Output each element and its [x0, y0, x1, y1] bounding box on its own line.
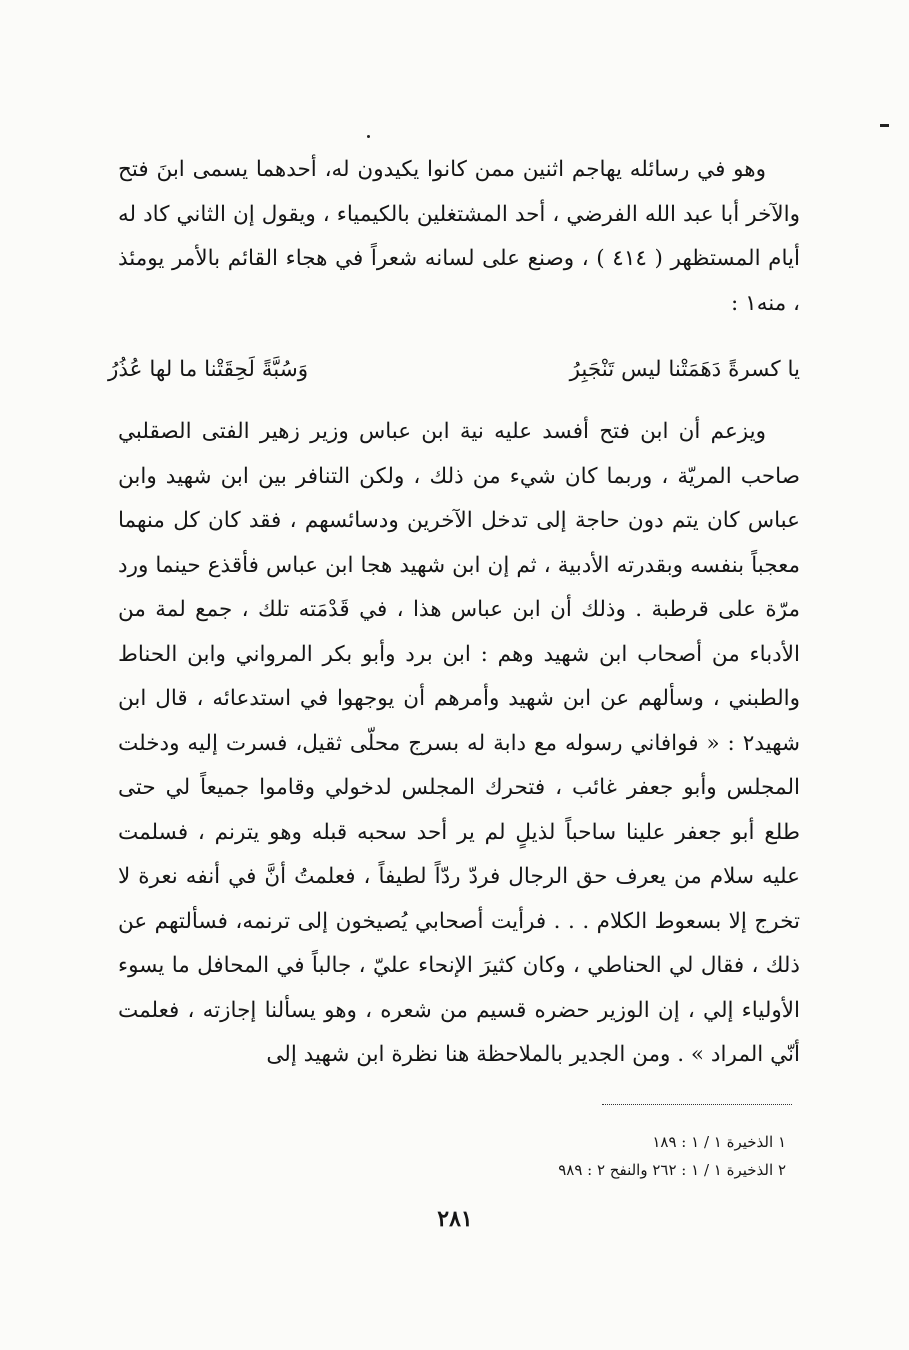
paragraph-2-text: ويزعم أن ابن فتح أفسد عليه نية ابن عباس وزير زهير الفتى الصقلبي صاحب المريّة ، وربما كان شيء من ذلك ، ولكن التنافر بين ابن شهيد وابن عباس كان يتم دون حاجة إلى تدخل الآخرين ودسائسهم ، فقد كان كل منهما معجباً بنفسه وبقدرته الأدبية ، ثم إن ابن شهيد هجا ابن عباس فأقذع حينما ورد مرّة على قرطبة . وذلك أن ابن عباس هذا ، في قَدْمَته تلك ، جمع لمة من الأدباء من أصحاب ابن شهيد وهم : ابن برد وأبو بكر المرواني وابن الحناط والطبني ، وسألهم عن ابن شهيد وأمرهم أن يوجهوا في استدعائه ، قال ابن شهيد٢ : « فوافاني رسوله مع دابة له بسرج محلّى ثقيل، فسرت إليه ودخلت المجلس وأبو جعفر غائب ، فتحرك المجلس لدخولي وقاموا جميعاً لي حتى طلع أبو جعفر علينا ساحباً لذيلٍ لم ير أحد سحبه قبله وهو يترنم ، فسلمت عليه سلام من يعرف حق الرجال فردّ ردّاً لطيفاً ، فعلمتُ أنَّ في أنفه نعرة لا تخرج إلا بسعوط الكلام . . . فرأيت أصحابي يُصيخون إلى ترنمه، فسألتهم عن ذلك ، فقال لي الحناطي ، وكان كثيرَ الإنحاء عليّ ، جالباً في المحافل ما يسوء الأولياء إلي ، إن الوزير حضره قسيم من شعره ، وهو يسألنا إجازته ، فعلمت أنّي المراد » . ومن الجدير بالملاحظة هنا نظرة ابن شهيد إلى: [118, 419, 800, 1067]
footnotes: [406, 1128, 786, 1184]
footnote-2: ٢ الذخيرة ١ / ١ : ٢٦٢ والنفح ٢ : ٩٨٩: [558, 1161, 786, 1179]
footnote-separator: [602, 1104, 792, 1105]
page-number: ٢٨١: [437, 1206, 473, 1232]
paragraph-1: [118, 148, 800, 326]
paragraph-1-text: وهو في رسائله يهاجم اثنين ممن كانوا يكيدون له، أحدهما يسمى ابنَ فتح والآخر أبا عبد الله الفرضي ، أحد المشتغلين بالكيمياء ، ويقول إن الثاني كاد له أيام المستظهر ( ٤١٤ ) ، وصنع على لسانه شعراً في هجاء القائم بالأمر يومئذ ، منه١ :: [118, 157, 800, 316]
paragraph-2: [118, 410, 800, 1078]
verse-second-hemistich: وَسُبَّةً لَحِقَتْنا ما لها عُذُرُ: [108, 357, 309, 382]
verse-first-hemistich: يا كسرةً دَهَمَتْنا ليس تَنْجَبِرُ: [569, 357, 800, 382]
verse-line: [108, 348, 800, 392]
footnote-1: ١ الذخيرة ١ / ١ : ١٨٩: [652, 1133, 786, 1151]
margin-mark: [880, 124, 889, 127]
margin-mark: [367, 135, 370, 138]
